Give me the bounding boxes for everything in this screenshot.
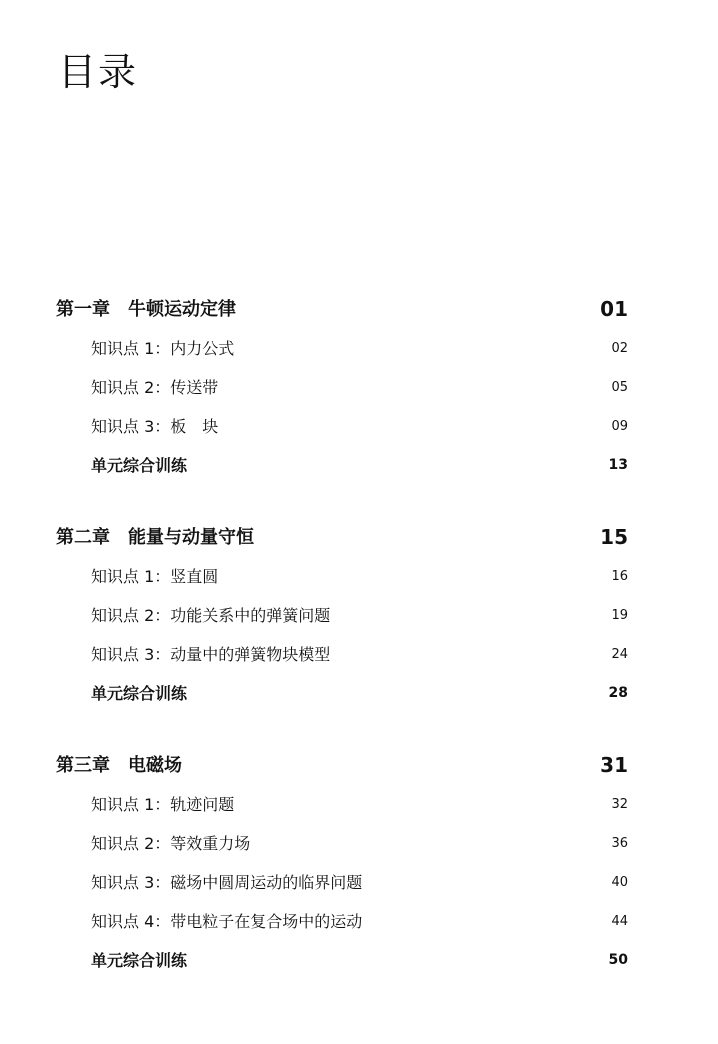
chapter-page-number: 01 (600, 297, 628, 321)
toc-entry-page: 16 (611, 569, 628, 584)
toc-entry[interactable] (0, 596, 718, 635)
toc-entry-page: 09 (611, 419, 628, 434)
chapter-title: 第一章 牛顿运动定律 (56, 299, 236, 320)
toc-entry-page: 13 (608, 457, 628, 473)
chapter-2 (0, 518, 718, 713)
toc-entry-page: 24 (611, 647, 628, 662)
toc-entry-title: 知识点 3：磁场中圆周运动的临界问题 (91, 873, 363, 892)
chapter-page-number: 31 (600, 753, 628, 777)
table-of-contents (0, 290, 718, 1013)
toc-entry[interactable] (0, 785, 718, 824)
toc-entry[interactable] (0, 368, 718, 407)
toc-entry[interactable] (0, 407, 718, 446)
toc-entry-title: 知识点 1：轨迹问题 (91, 795, 235, 814)
chapter-title: 第三章 电磁场 (56, 755, 182, 776)
toc-entry[interactable] (0, 329, 718, 368)
toc-entry-page: 32 (611, 797, 628, 812)
toc-entry[interactable] (0, 863, 718, 902)
toc-entry-title: 知识点 1：内力公式 (91, 339, 235, 358)
toc-entry-page: 19 (611, 608, 628, 623)
chapter-heading-link[interactable] (0, 746, 718, 785)
toc-entry-title: 知识点 3：板 块 (91, 417, 219, 436)
toc-entry-page: 36 (611, 836, 628, 851)
toc-entry-title: 知识点 3：动量中的弹簧物块模型 (91, 645, 331, 664)
toc-entry[interactable] (0, 635, 718, 674)
chapter-title: 第二章 能量与动量守恒 (56, 527, 254, 548)
toc-entry-title: 知识点 2：等效重力场 (91, 834, 251, 853)
toc-entry-unit-review[interactable] (0, 446, 718, 485)
toc-entry-page: 50 (608, 952, 628, 968)
toc-entry-title: 知识点 2：功能关系中的弹簧问题 (91, 606, 331, 625)
toc-entry-page: 40 (611, 875, 628, 890)
chapter-heading-link[interactable] (0, 518, 718, 557)
page-title: 目录 (58, 50, 139, 94)
toc-entry-unit-review[interactable] (0, 674, 718, 713)
toc-entry-title: 知识点 1：竖直圆 (91, 567, 219, 586)
toc-entry-title: 单元综合训练 (91, 951, 188, 970)
chapter-3 (0, 746, 718, 980)
toc-entry-page: 28 (608, 685, 628, 701)
chapter-1 (0, 290, 718, 485)
toc-entry[interactable] (0, 557, 718, 596)
toc-entry-title: 知识点 4：带电粒子在复合场中的运动 (91, 912, 363, 931)
chapter-page-number: 15 (600, 525, 628, 549)
toc-entry-unit-review[interactable] (0, 941, 718, 980)
toc-entry-title: 知识点 2：传送带 (91, 378, 219, 397)
toc-entry-title: 单元综合训练 (91, 684, 188, 703)
toc-entry-title: 单元综合训练 (91, 456, 188, 475)
chapter-heading-link[interactable] (0, 290, 718, 329)
toc-entry[interactable] (0, 824, 718, 863)
toc-entry-page: 05 (611, 380, 628, 395)
toc-entry[interactable] (0, 902, 718, 941)
toc-entry-page: 44 (611, 914, 628, 929)
toc-entry-page: 02 (611, 341, 628, 356)
